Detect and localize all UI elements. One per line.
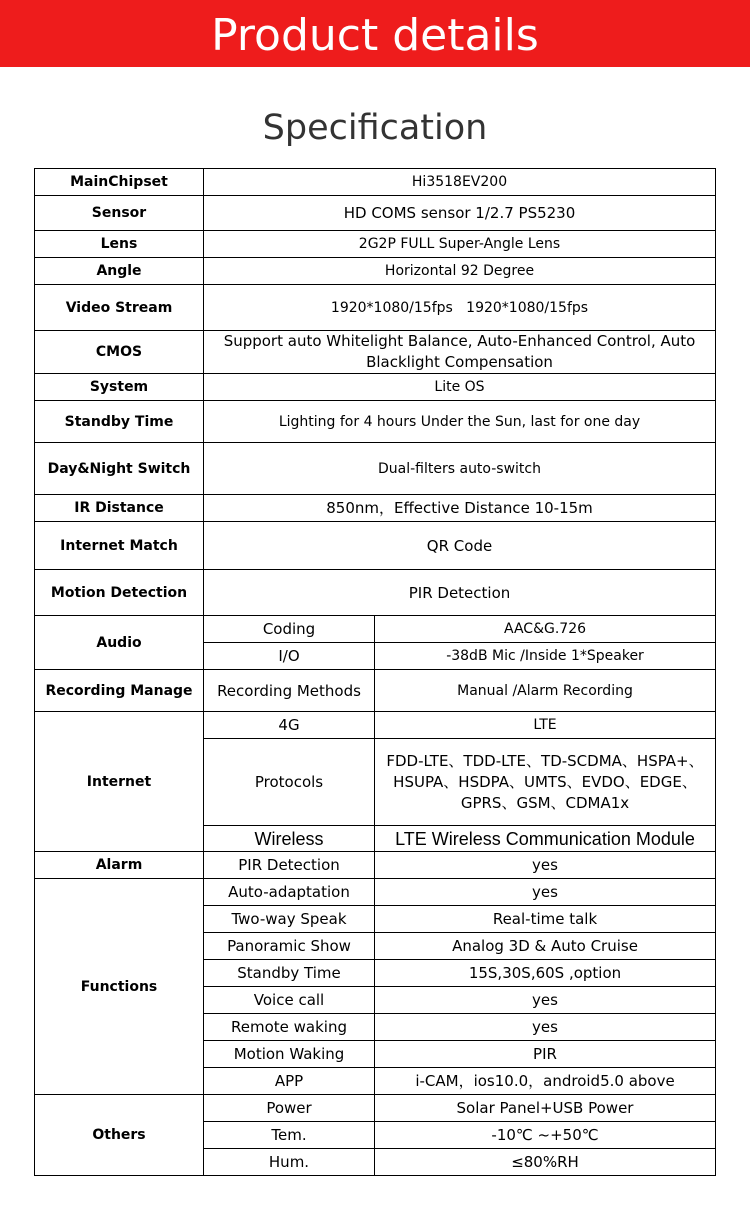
spec-value: FDD-LTE、TDD-LTE、TD-SCDMA、HSPA+、HSUPA、HSDPA、UMTS、EVDO、EDGE、GPRS、GSM、CDMA1x <box>375 739 716 826</box>
spec-key: Others <box>35 1095 204 1176</box>
spec-subkey: Tem. <box>204 1122 375 1149</box>
spec-value: 2G2P FULL Super-Angle Lens <box>204 231 716 258</box>
spec-value: Horizontal 92 Degree <box>204 258 716 285</box>
specification-heading: Specification <box>262 108 488 148</box>
spec-subkey: Voice call <box>204 987 375 1014</box>
spec-value: ≤80%RH <box>375 1149 716 1176</box>
spec-value: Lighting for 4 hours Under the Sun, last for one day <box>204 401 716 443</box>
spec-row-system <box>35 374 716 401</box>
spec-value: LTE <box>375 712 716 739</box>
spec-row-internet-4g <box>35 712 716 739</box>
spec-value: Manual /Alarm Recording <box>375 670 716 712</box>
spec-subkey: Remote waking <box>204 1014 375 1041</box>
spec-key: Angle <box>35 258 204 285</box>
spec-subkey: PIR Detection <box>204 852 375 879</box>
spec-row-sensor <box>35 196 716 231</box>
spec-value: Dual-filters auto-switch <box>204 443 716 495</box>
spec-value: AAC&G.726 <box>375 616 716 643</box>
spec-value: Analog 3D & Auto Cruise <box>375 933 716 960</box>
spec-row-others <box>35 1095 716 1122</box>
spec-row-ir-distance <box>35 495 716 522</box>
spec-subkey: Protocols <box>204 739 375 826</box>
spec-key: Standby Time <box>35 401 204 443</box>
spec-row-angle <box>35 258 716 285</box>
spec-subkey: Two-way Speak <box>204 906 375 933</box>
spec-value: 15S,30S,60S ,option <box>375 960 716 987</box>
spec-subkey: Standby Time <box>204 960 375 987</box>
spec-key: Internet Match <box>35 522 204 570</box>
spec-subkey: Motion Waking <box>204 1041 375 1068</box>
spec-row-recording-manage <box>35 670 716 712</box>
spec-row-internet-match <box>35 522 716 570</box>
spec-key: CMOS <box>35 331 204 374</box>
spec-key: Lens <box>35 231 204 258</box>
spec-key: MainChipset <box>35 169 204 196</box>
spec-key: System <box>35 374 204 401</box>
spec-value: yes <box>375 1014 716 1041</box>
spec-value: 1920*1080/15fps 1920*1080/15fps <box>204 285 716 331</box>
spec-value: yes <box>375 852 716 879</box>
spec-value: QR Code <box>204 522 716 570</box>
spec-value: -10℃ ~+50℃ <box>375 1122 716 1149</box>
spec-value: yes <box>375 879 716 906</box>
spec-value: Support auto Whitelight Balance, Auto-Enhanced Control, Auto Blacklight Compensation <box>204 331 716 374</box>
spec-row-audio-coding <box>35 616 716 643</box>
specification-table <box>34 168 716 1176</box>
spec-key: Sensor <box>35 196 204 231</box>
spec-key: IR Distance <box>35 495 204 522</box>
spec-key: Alarm <box>35 852 204 879</box>
spec-value: Lite OS <box>204 374 716 401</box>
spec-value: -38dB Mic /Inside 1*Speaker <box>375 643 716 670</box>
spec-value: LTE Wireless Communication Module <box>375 826 716 852</box>
spec-value: Solar Panel+USB Power <box>375 1095 716 1122</box>
spec-row-motion-detection <box>35 570 716 616</box>
spec-key: Recording Manage <box>35 670 204 712</box>
spec-key: Audio <box>35 616 204 670</box>
spec-key: Motion Detection <box>35 570 204 616</box>
spec-key: Day&Night Switch <box>35 443 204 495</box>
spec-key: Functions <box>35 879 204 1095</box>
spec-subkey: Recording Methods <box>204 670 375 712</box>
spec-row-day-night-switch <box>35 443 716 495</box>
spec-subkey: 4G <box>204 712 375 739</box>
spec-row-lens <box>35 231 716 258</box>
spec-row-mainchipset <box>35 169 716 196</box>
product-details-banner: Product details <box>0 0 750 67</box>
spec-subkey: Panoramic Show <box>204 933 375 960</box>
spec-row-alarm <box>35 852 716 879</box>
spec-subkey: Wireless <box>204 826 375 852</box>
spec-value: i-CAM，ios10.0，android5.0 above <box>375 1068 716 1095</box>
spec-subkey: I/O <box>204 643 375 670</box>
spec-subkey: APP <box>204 1068 375 1095</box>
spec-value: Hi3518EV200 <box>204 169 716 196</box>
spec-subkey: Hum. <box>204 1149 375 1176</box>
spec-row-video-stream <box>35 285 716 331</box>
spec-value: PIR <box>375 1041 716 1068</box>
spec-value: HD COMS sensor 1/2.7 PS5230 <box>204 196 716 231</box>
spec-row-cmos <box>35 331 716 374</box>
spec-value: Real-time talk <box>375 906 716 933</box>
spec-key: Internet <box>35 712 204 852</box>
spec-subkey: Auto-adaptation <box>204 879 375 906</box>
spec-subkey: Power <box>204 1095 375 1122</box>
spec-subkey: Coding <box>204 616 375 643</box>
spec-row-functions <box>35 879 716 906</box>
spec-value: 850nm，Effective Distance 10-15m <box>204 495 716 522</box>
spec-key: Video Stream <box>35 285 204 331</box>
spec-value: yes <box>375 987 716 1014</box>
spec-row-standby-time <box>35 401 716 443</box>
spec-value: PIR Detection <box>204 570 716 616</box>
